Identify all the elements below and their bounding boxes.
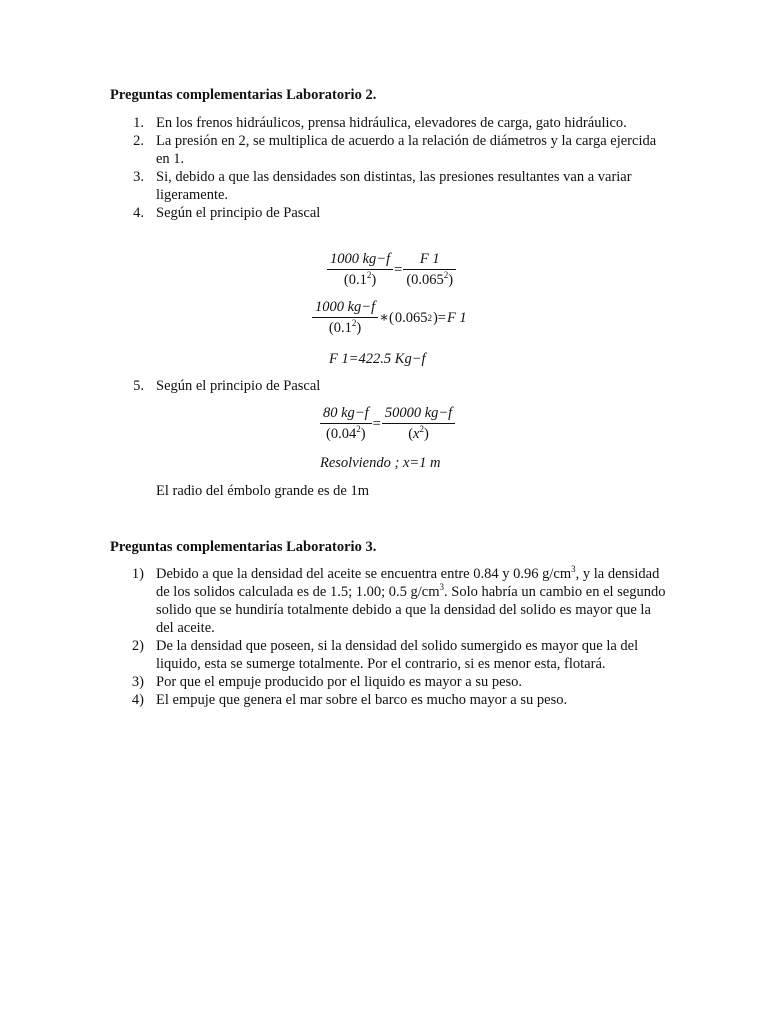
multiplier: 0.065 xyxy=(394,309,428,326)
lab2-answer-1 xyxy=(110,114,670,132)
equation-pascal-3: $\frac{80 kg-f}{(0.04^2)}$ = $\frac{50000 kg-f}{(x^2)}$ xyxy=(0,404,768,443)
list-marker: 5. xyxy=(133,378,144,394)
answer-text: En los frenos hidráulicos, prensa hidráulica, elevadores de carga, gato hidráulico. xyxy=(156,115,627,131)
lab2-answer-5 xyxy=(110,377,670,395)
denominator: $(0.1^2)$ xyxy=(343,270,377,288)
numerator: 80 kg−f xyxy=(320,404,372,424)
equation-result-f1 xyxy=(0,350,768,368)
numerator: 1000 kg−f xyxy=(327,250,393,270)
denominator: $(x^2)$ xyxy=(408,424,429,442)
list-marker: 3) xyxy=(131,674,144,690)
answer-text: Por que el empuje producido por el liquido es mayor a su peso. xyxy=(156,674,523,690)
equation-text: F 1=422.5 Kg−f xyxy=(329,351,426,367)
equation-pascal-1: $\frac{1000 kg-f}{(0.1^2)}$ = $\frac{F 1}{(0.065^2)}$ xyxy=(0,250,768,289)
lab2-conclusion: El radio del émbolo grande es de 1m xyxy=(156,483,370,499)
answer-text: Debido a que la densidad del aceite se encuentra entre 0.84 y 0.96 $g/cm^3$, y la densidad de los solidos calculada es de 1.5; 1.00; 0.5 $g/cm^3$. Solo habría un cambio en el segundo solido que se hundiría totalmente debido a que la densidad del solido es mayor que la del aceite. xyxy=(156,564,666,636)
answer-text: Si, debido a que las densidades son distintas, las presiones resultantes van a variar ligeramente. xyxy=(156,169,632,203)
fraction xyxy=(312,298,378,337)
answer-text: La presión en 2, se multiplica de acuerdo a la relación de diámetros y la carga ejercida en 1. xyxy=(156,133,657,167)
answer-text: De la densidad que poseen, si la densidad del solido sumergido es mayor que la del liquido, esta se sumerge totalmente. Por el contrario, si es menor esta, flotará. xyxy=(156,638,639,672)
lab3-answer-1 xyxy=(110,565,670,637)
list-marker: 4. xyxy=(133,205,144,221)
answer-text: Según el principio de Pascal xyxy=(156,378,321,394)
numerator: 50000 kg−f xyxy=(382,404,455,424)
equation-solution xyxy=(0,454,768,472)
lab2-answer-4 xyxy=(110,204,670,222)
list-marker: 1) xyxy=(131,566,144,582)
numerator: 1000 kg−f xyxy=(312,298,378,318)
lab3-answer-3 xyxy=(110,673,670,691)
lab2-answer-list xyxy=(110,114,670,222)
equation-pascal-2: $\frac{1000 kg-f}{(0.1^2)}$ ∗( 0.065 2 )= F 1 xyxy=(0,298,768,337)
fraction xyxy=(403,250,456,289)
lab3-heading: Preguntas complementarias Laboratorio 3. xyxy=(110,539,377,555)
list-marker: 2. xyxy=(133,133,144,149)
numerator: F 1 xyxy=(403,250,456,270)
list-marker: 4) xyxy=(131,692,144,708)
fraction xyxy=(320,404,372,443)
denominator: $(0.1^2)$ xyxy=(328,318,362,336)
lab2-heading: Preguntas complementarias Laboratorio 2. xyxy=(110,87,377,103)
fraction xyxy=(382,404,455,443)
equation-text: Resolviendo ; x=1 m xyxy=(320,455,441,471)
lab2-answer-list-continued xyxy=(110,377,670,395)
list-marker: 1. xyxy=(133,115,144,131)
answer-text: El empuje que genera el mar sobre el barco es mucho mayor a su peso. xyxy=(156,692,568,708)
list-marker: 2) xyxy=(131,638,144,654)
denominator: (0.04$^2$) xyxy=(326,424,366,442)
result-term: F 1 xyxy=(446,309,467,326)
answer-text: Según el principio de Pascal xyxy=(156,205,321,221)
lab2-answer-2 xyxy=(110,132,670,168)
lab3-answer-list xyxy=(110,565,670,709)
fraction xyxy=(327,250,393,289)
lab2-answer-3 xyxy=(110,168,670,204)
lab3-answer-4 xyxy=(110,691,670,709)
lab3-answer-2 xyxy=(110,637,670,673)
denominator: (0.065$^2$) xyxy=(406,270,454,288)
list-marker: 3. xyxy=(133,169,144,185)
